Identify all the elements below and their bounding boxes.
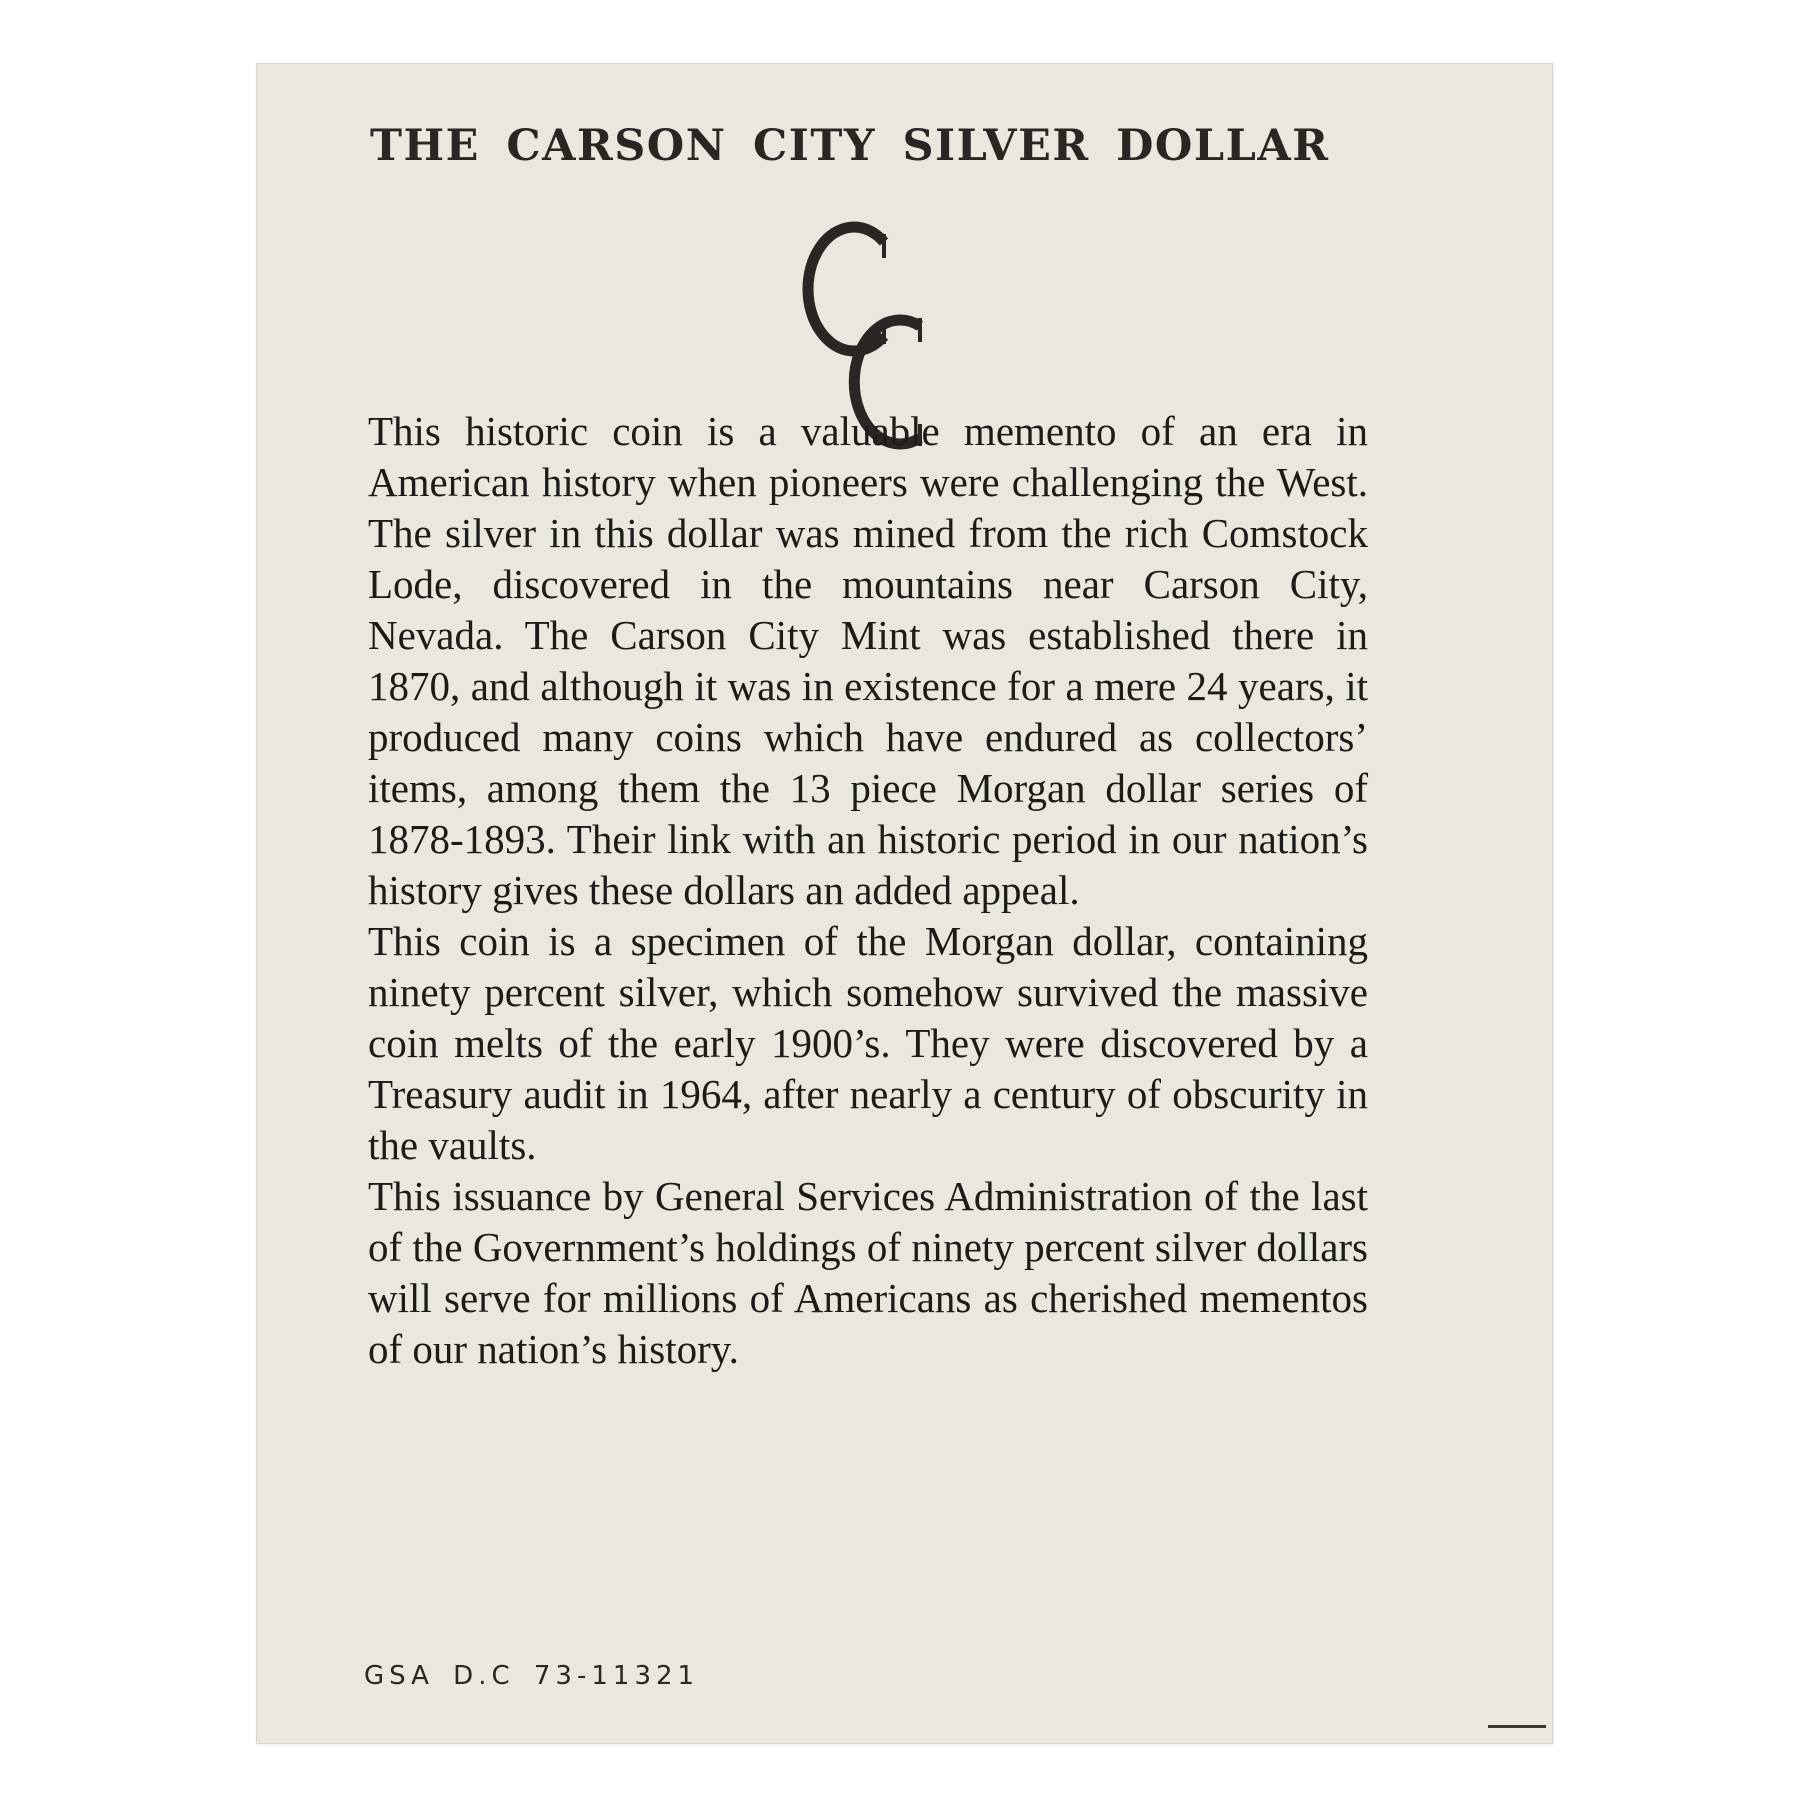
paragraph-specimen: This coin is a specimen of the Morgan dollar, containing ninety percent silver, which somehow survived the massive coin melts of the early 1900’s. They were discovered by a Treasury audit in 1964, after nearly a century of obscurity in the vaults. [368,918,1368,1168]
corner-divider [1488,1725,1546,1728]
document-title: THE CARSON CITY SILVER DOLLAR [370,121,1330,171]
document-card [256,63,1553,1744]
paragraph-issuance: This issuance by General Services Administration of the last of the Government’s holdings of ninety percent silver dollars will serve for millions of Americans as cherished mementos of our nation’s history. [368,1173,1368,1372]
body-text [368,406,1368,1375]
paragraph-history: This historic coin is a valuable memento of an era in American history when pioneers were challenging the West. The silver in this dollar was mined from the rich Comstock Lode, discovered in the mountains near Carson City, Nevada. The Carson City Mint was established there in 1870, and although it was in existence for a mere 24 years, it produced many coins which have endured as collectors’ items, among them the 13 piece Morgan dollar series of 1878-1893. Their link with an historic period in our nation’s history gives these dollars an added appeal. [368,408,1368,913]
document-code: GSA D.C 73-11321 [364,1661,700,1691]
